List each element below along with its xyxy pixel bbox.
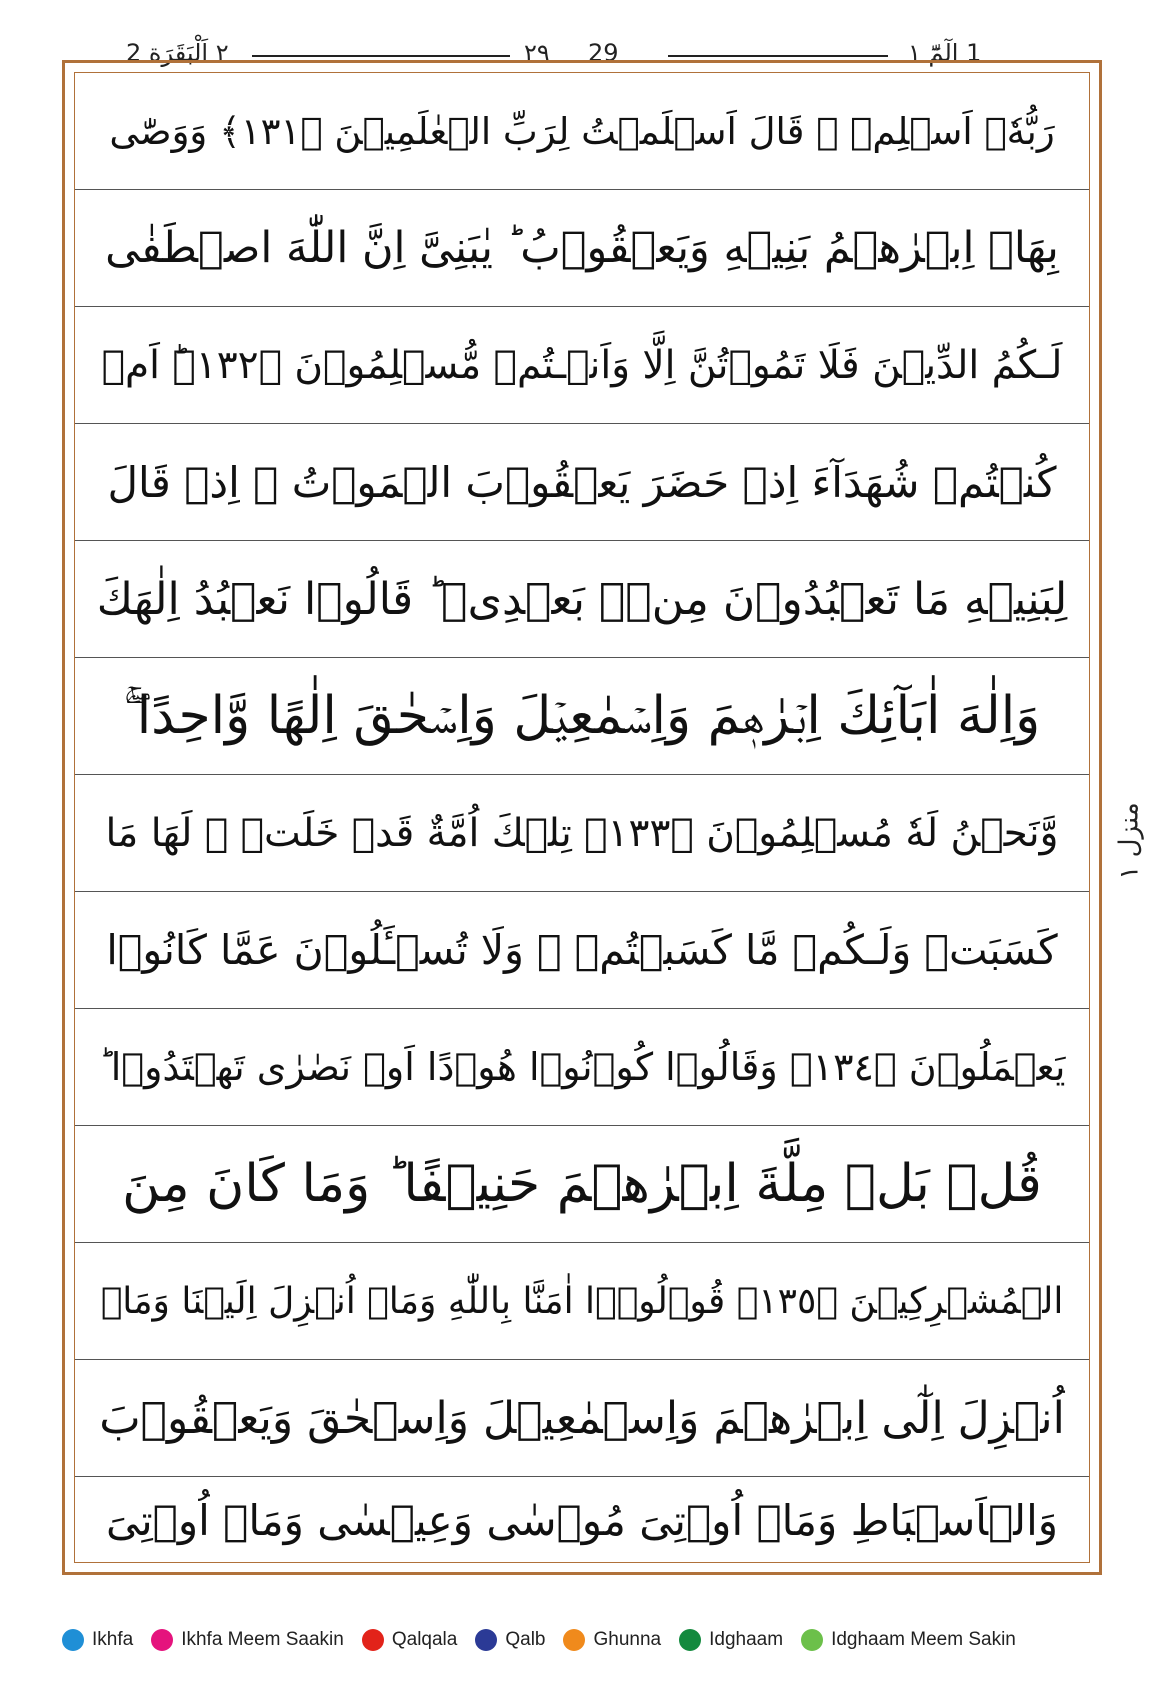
legend-label: Ghunna [593,1629,662,1650]
text-line-5 [75,541,1089,658]
line-text: وَاِلٰهَ اٰبَآئِكَ اِبۡرٰهٖمَ وَاِسۡمٰعِيۡلَ وَاِسۡحٰقَ اِلٰهًا وَّاحِدًا ۚۖ [123,685,1041,746]
text-line-9 [75,1009,1089,1126]
text-line-10 [75,1126,1089,1243]
manzil-marker [1104,778,1156,904]
legend-dot [679,1629,701,1651]
legend-dot [151,1629,173,1651]
text-line-8 [75,892,1089,1009]
legend-label: Idghaam [709,1629,784,1650]
page-number: 29 [582,36,625,70]
legend-dot [62,1629,84,1651]
line-text: لَـكُمُ الدِّيۡنَ فَلَا تَمُوۡتُنَّ اِلَّا وَاَنۡـتُمۡ مُّسۡلِمُوۡنَ ﴿١٣٢﴾ؕ اَمۡ [101,342,1063,388]
legend-item-idghaam [679,1629,783,1651]
legend-item-ikhfa [62,1629,133,1651]
legend-item-ikhfa-meem-saakin [151,1629,344,1651]
text-line-12 [75,1360,1089,1477]
juz-name: 1 الٓمّٓ ١ [902,36,987,70]
line-text: لِبَنِيۡهِ مَا تَعۡبُدُوۡنَ مِنۡۢ بَعۡدِىۡ ؕ قَالُوۡا نَعۡبُدُ اِلٰهَكَ [96,573,1068,625]
legend-dot [362,1629,384,1651]
tajweed-legend [62,1620,1102,1660]
text-line-4 [75,424,1089,541]
legend-dot [475,1629,497,1651]
legend-label: Ikhfa [92,1629,134,1650]
header-rule-left [252,55,510,57]
line-text: الۡمُشۡرِكِيۡنَ ﴿١٣٥﴾ قُوۡلُوۡۤا اٰمَنَّا بِاللّٰهِ وَمَاۤ اُنۡزِلَ اِلَيۡنَا وَمَاۤ [100,1280,1064,1322]
header-rule-right [668,55,888,57]
surah-name: ٢ اَلْبَقَرَة 2 [120,36,235,70]
line-text: كُنۡتُمۡ شُهَدَآءَ اِذۡ حَضَرَ يَعۡقُوۡبَ الۡمَوۡتُ ۙ اِذۡ قَالَ [107,457,1057,507]
line-text: بِهَاۤ اِبۡرٰهٖمُ بَنِيۡهِ وَيَعۡقُوۡبُ ؕ يٰبَنِىَّ اِنَّ اللّٰهَ اصۡطَفٰى [105,223,1059,273]
text-line-11 [75,1243,1089,1360]
legend-item-ghunna [563,1629,661,1651]
line-text: كَسَبَتۡ وَلَـكُمۡ مَّا كَسَبۡتُمۡ ۚ وَلَا تُسۡـَٔلُوۡنَ عَمَّا كَانُوۡا [106,926,1058,974]
text-line-7 [75,775,1089,892]
legend-label: Qalb [505,1629,546,1650]
text-line-6 [75,658,1089,775]
line-text: وَالۡاَسۡبَاطِ وَمَاۤ اُوۡتِىَ مُوۡسٰى وَعِيۡسٰى وَمَاۤ اُوۡتِىَ [105,1495,1059,1545]
line-text: يَعۡمَلُوۡنَ ﴿١٣٤﴾ وَقَالُوۡا كُوۡنُوۡا هُوۡدًا اَوۡ نَصٰرٰى تَهۡتَدُوۡا ؕ [98,1045,1066,1089]
line-text: رَبُّهٗۤ اَسۡلِمۡ ۙ قَالَ اَسۡلَمۡتُ لِرَبِّ الۡعٰلَمِيۡنَ ﴿١٣١﴾ وَوَصّٰى [109,109,1055,153]
manzil-label: منزل ١ [1115,802,1145,880]
text-line-2 [75,190,1089,307]
page-number-arabic: ٢٩ [518,36,556,70]
legend-label: Ikhfa Meem Saakin [181,1629,344,1650]
legend-dot [563,1629,585,1651]
text-line-3 [75,307,1089,424]
legend-label: Idghaam Meem Sakin [831,1629,1016,1650]
legend-item-qalqala [362,1629,458,1651]
line-text: وَّنَحۡنُ لَهٗ مُسۡلِمُوۡنَ ﴿١٣٣﴾ تِلۡكَ اُمَّةٌ قَدۡ خَلَتۡ ۚ لَهَا مَا [105,810,1059,856]
legend-label: Qalqala [391,1629,458,1650]
text-line-13 [75,1477,1089,1563]
legend-item-qalb [475,1629,545,1651]
legend-item-idghaam-meem-sakin [801,1629,1016,1651]
line-text: اُنۡزِلَ اِلٰٓى اِبۡرٰهٖمَ وَاِسۡمٰعِيۡلَ وَاِسۡحٰقَ وَيَعۡقُوۡبَ [99,1392,1065,1444]
text-line-1 [75,73,1089,190]
line-text: قُلۡ بَلۡ مِلَّةَ اِبۡرٰهٖمَ حَنِيۡفًا ؕ وَمَا كَانَ مِنَ [122,1154,1042,1214]
legend-dot [801,1629,823,1651]
